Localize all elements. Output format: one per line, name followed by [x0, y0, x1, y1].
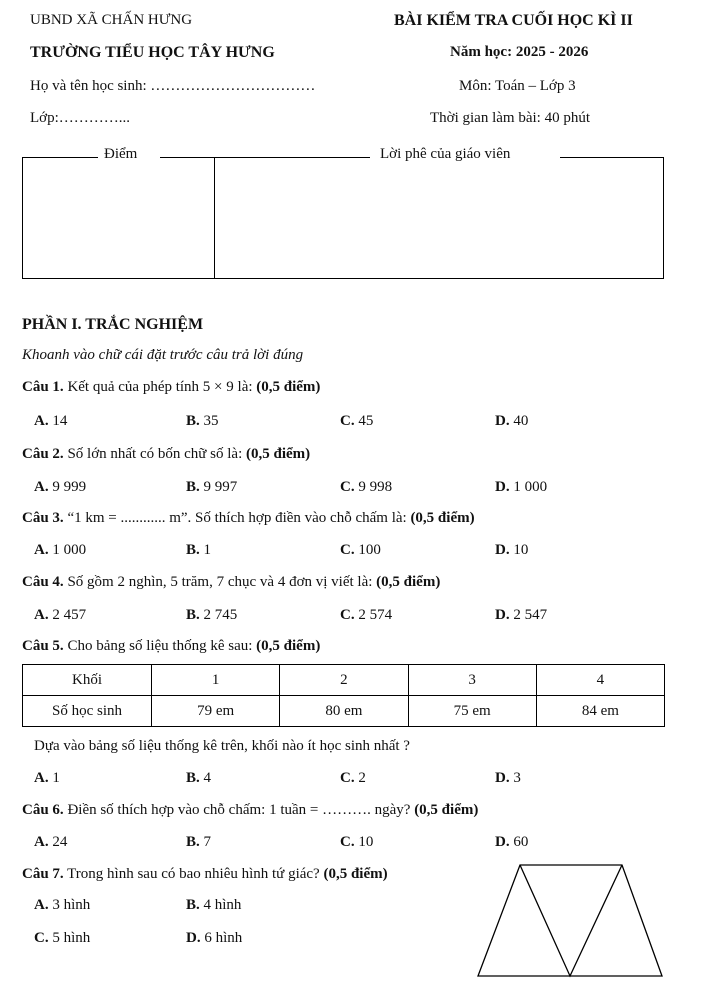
table-row	[23, 665, 665, 696]
table-header-cell: 4	[536, 665, 664, 696]
option-a[interactable]: A. 14	[34, 413, 68, 429]
option-b[interactable]: B. 9 997	[186, 479, 238, 495]
question-5-followup: Dựa vào bảng số liệu thống kê trên, khối nào ít học sinh nhất ?	[34, 738, 410, 754]
question-2	[22, 446, 310, 463]
option-b[interactable]: B. 2 745	[186, 607, 238, 623]
teacher-comment-label: Lời phê của giáo viên	[380, 146, 511, 162]
question-text: Cho bảng số liệu thống kê sau:	[63, 638, 257, 654]
question-points: (0,5 điểm)	[414, 802, 479, 818]
question-points: (0,5 điểm)	[323, 866, 388, 882]
class-field[interactable]: Lớp:…………...	[30, 110, 131, 126]
table-header-cell: 1	[152, 665, 280, 696]
option-d[interactable]: D. 60	[495, 834, 529, 850]
question-number: Câu 4.	[22, 574, 64, 590]
option-b[interactable]: B. 1	[186, 542, 212, 558]
question-5	[22, 638, 320, 655]
score-box-divider	[214, 157, 215, 279]
question-points: (0,5 điểm)	[256, 379, 321, 395]
option-d[interactable]: D. 3	[495, 770, 521, 786]
question-number: Câu 5.	[22, 638, 64, 654]
option-c[interactable]: C. 2 574	[340, 607, 393, 623]
table-cell: 80 em	[280, 696, 408, 727]
exam-title: BÀI KIỂM TRA CUỐI HỌC KÌ II	[394, 12, 633, 29]
table-row	[23, 696, 665, 727]
question-number: Câu 3.	[22, 510, 64, 526]
option-d[interactable]: D. 6 hình	[186, 930, 243, 946]
question-points: (0,5 điểm)	[256, 638, 321, 654]
quadrilateral-figure	[470, 862, 670, 980]
option-b[interactable]: B. 35	[186, 413, 219, 429]
question-6	[22, 802, 478, 819]
option-c[interactable]: C. 100	[340, 542, 381, 558]
option-c[interactable]: C. 2	[340, 770, 366, 786]
option-d[interactable]: D. 2 547	[495, 607, 548, 623]
option-b[interactable]: B. 4 hình	[186, 897, 242, 913]
option-a[interactable]: A. 1	[34, 770, 60, 786]
part1-title: PHẦN I. TRẮC NGHIỆM	[22, 316, 204, 333]
option-d[interactable]: D. 1 000	[495, 479, 548, 495]
question-text: Số lớn nhất có bốn chữ số là:	[63, 446, 246, 462]
option-c[interactable]: C. 5 hình	[34, 930, 91, 946]
student-name-field[interactable]: Họ và tên học sinh: ……………………………	[30, 78, 316, 94]
option-c[interactable]: C. 10	[340, 834, 374, 850]
option-a[interactable]: A. 24	[34, 834, 68, 850]
option-a[interactable]: A. 9 999	[34, 479, 87, 495]
question-3	[22, 510, 475, 527]
school-name: TRƯỜNG TIỂU HỌC TÂY HƯNG	[30, 44, 275, 61]
question-4	[22, 574, 440, 591]
question-text: Điền số thích hợp vào chỗ chấm: 1 tuần = ………. ngày?	[63, 802, 415, 818]
option-d[interactable]: D. 10	[495, 542, 529, 558]
table-cell: 79 em	[152, 696, 280, 727]
table-header-cell: 3	[408, 665, 536, 696]
question-7	[22, 866, 388, 883]
question-text: Trong hình sau có bao nhiêu hình tứ giác?	[63, 866, 324, 882]
question-text: Kết quả của phép tính 5 × 9 là:	[63, 379, 257, 395]
option-c[interactable]: C. 45	[340, 413, 374, 429]
score-label: Điểm	[104, 146, 138, 162]
option-c[interactable]: C. 9 998	[340, 479, 393, 495]
subject-label: Môn: Toán – Lớp 3	[459, 78, 576, 94]
question-number: Câu 7.	[22, 866, 64, 882]
question-number: Câu 6.	[22, 802, 64, 818]
option-a[interactable]: A. 2 457	[34, 607, 87, 623]
part1-instruction: Khoanh vào chữ cái đặt trước câu trả lời đúng	[22, 347, 304, 363]
score-box[interactable]	[22, 157, 664, 279]
option-a[interactable]: A. 3 hình	[34, 897, 91, 913]
table-header-cell: Khối	[23, 665, 152, 696]
table-cell: 75 em	[408, 696, 536, 727]
question-number: Câu 1.	[22, 379, 64, 395]
table-cell: 84 em	[536, 696, 664, 727]
question-points: (0,5 điểm)	[410, 510, 475, 526]
district-name: UBND XÃ CHẤN HƯNG	[30, 12, 193, 28]
statistics-table	[22, 664, 665, 727]
option-b[interactable]: B. 4	[186, 770, 212, 786]
question-1	[22, 379, 320, 396]
option-d[interactable]: D. 40	[495, 413, 529, 429]
question-points: (0,5 điểm)	[376, 574, 441, 590]
option-b[interactable]: B. 7	[186, 834, 212, 850]
question-number: Câu 2.	[22, 446, 64, 462]
question-points: (0,5 điểm)	[245, 446, 311, 462]
table-header-cell: 2	[280, 665, 408, 696]
option-a[interactable]: A. 1 000	[34, 542, 87, 558]
question-text: “1 km = ............ m”. Số thích hợp điền vào chỗ chấm là:	[63, 510, 411, 526]
time-label: Thời gian làm bài: 40 phút	[430, 110, 590, 126]
question-text: Số gồm 2 nghìn, 5 trăm, 7 chục và 4 đơn vị viết là:	[63, 574, 377, 590]
table-cell: Số học sinh	[23, 696, 152, 727]
school-year: Năm học: 2025 - 2026	[450, 44, 589, 60]
